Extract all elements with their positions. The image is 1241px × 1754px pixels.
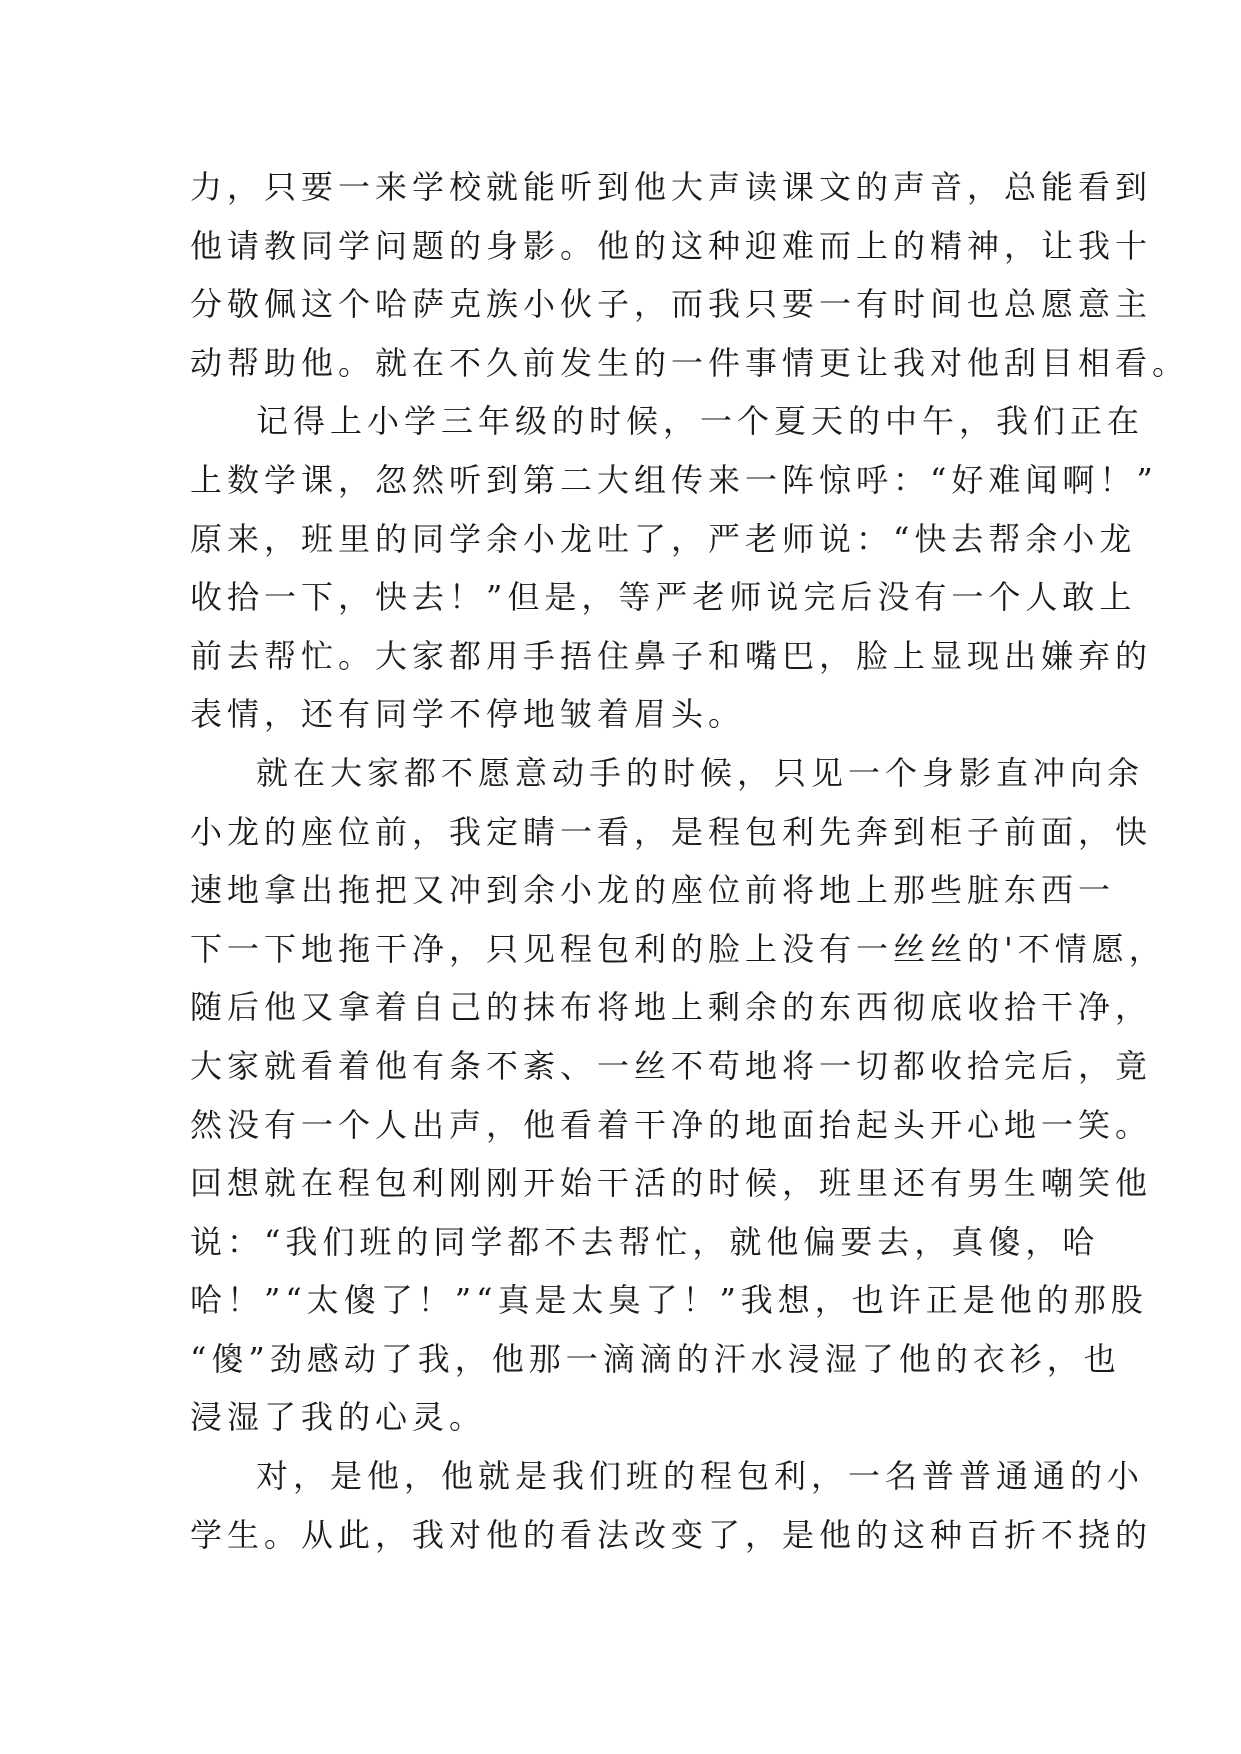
paragraph-first-line: 记得上小学三年级的时候，一个夏天的中午，我们正在 <box>256 402 1145 441</box>
text-line: 然没有一个人出声，他看着干净的地面抬起头开心地一笑。 <box>190 1105 1153 1144</box>
text-line: 下一下地拖干净，只见程包利的脸上没有一丝丝的'不情愿， <box>190 929 1166 968</box>
text-line: 上数学课，忽然听到第二大组传来一阵惊呼：“好难闻啊！” <box>190 460 1158 499</box>
text-line: 说：“我们班的同学都不去帮忙，就他偏要去，真傻，哈 <box>190 1222 1100 1261</box>
text-line: 浸湿了我的心灵。 <box>190 1398 487 1437</box>
text-line: 小龙的座位前，我定睛一看，是程包利先奔到柜子前面，快 <box>190 812 1153 851</box>
text-line: 前去帮忙。大家都用手捂住鼻子和嘴巴，脸上显现出嫌弃的 <box>190 636 1153 675</box>
text-line: 速地拿出拖把又冲到余小龙的座位前将地上那些脏东西一 <box>190 871 1116 910</box>
text-line: “傻”劲感动了我，他那一滴滴的汗水浸湿了他的衣衫，也 <box>190 1339 1121 1378</box>
text-line: 原来，班里的同学余小龙吐了，严老师说：“快去帮余小龙 <box>190 519 1137 558</box>
text-line: 学生。从此，我对他的看法改变了，是他的这种百折不挠的 <box>190 1515 1153 1554</box>
text-line: 随后他又拿着自己的抹布将地上剩余的东西彻底收拾干净， <box>190 988 1153 1027</box>
text-line: 分敬佩这个哈萨克族小伙子，而我只要一有时间也总愿意主 <box>190 285 1153 324</box>
text-line: 他请教同学问题的身影。他的这种迎难而上的精神，让我十 <box>190 226 1153 265</box>
text-line: 大家就看着他有条不紊、一丝不苟地将一切都收拾完后，竟 <box>190 1046 1153 1085</box>
text-line: 表情，还有同学不停地皱着眉头。 <box>190 695 746 734</box>
body-text <box>190 158 1190 1564</box>
text-line: 回想就在程包利刚刚开始干活的时候，班里还有男生嘲笑他 <box>190 1164 1153 1203</box>
text-line: 收拾一下，快去！”但是，等严老师说完后没有一个人敢上 <box>190 578 1137 617</box>
text-line: 动帮助他。就在不久前发生的一件事情更让我对他刮目相看。 <box>190 343 1190 382</box>
paragraph-first-line: 就在大家都不愿意动手的时候，只见一个身影直冲向余 <box>256 753 1145 792</box>
text-line: 力，只要一来学校就能听到他大声读课文的声音，总能看到 <box>190 168 1153 206</box>
paragraph-first-line: 对，是他，他就是我们班的程包利，一名普普通通的小 <box>256 1457 1145 1496</box>
text-line: 哈！”“太傻了！”“真是太臭了！”我想，也许正是他的那股 <box>190 1281 1148 1320</box>
